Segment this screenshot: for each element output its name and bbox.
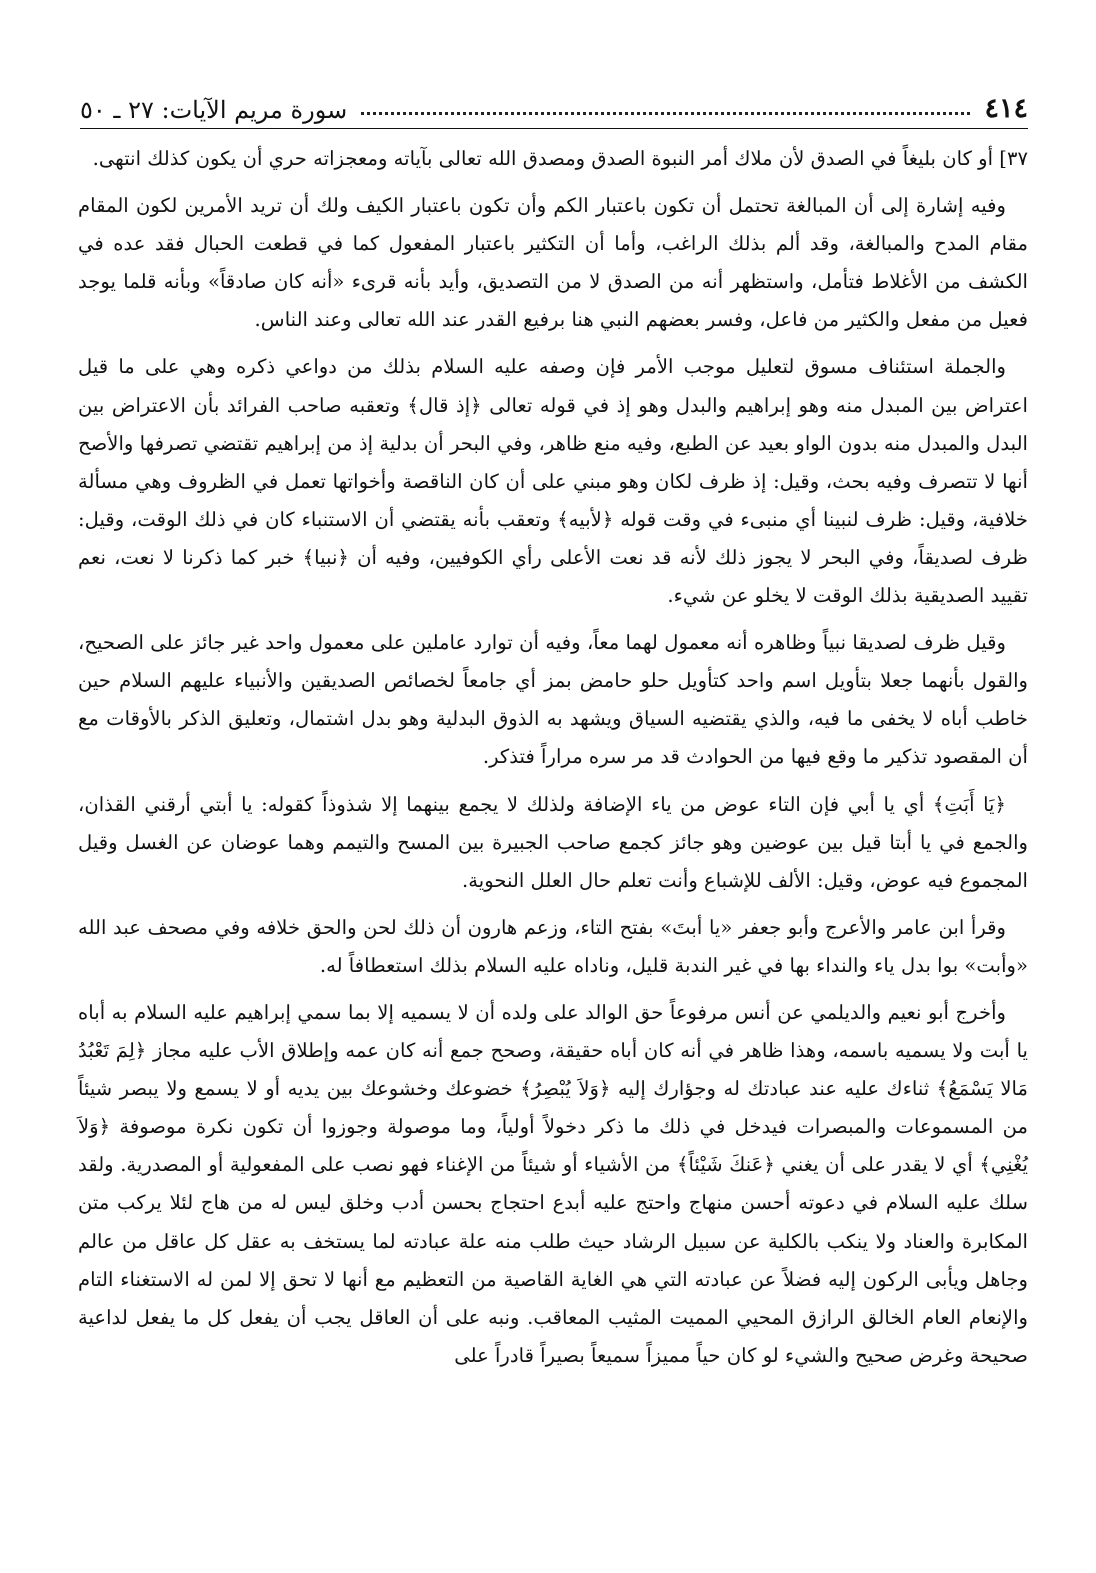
paragraph: وقيل ظرف لصديقا نبياً وظاهره أنه معمول لهما معاً، وفيه أن توارد عاملين على معمول واحد غير جائز على الصحيح، والقول بأنهما جعلا بتأويل اسم واحد كتأويل حلو حامض بمز أي جامعاً لخصائص الصديقين والأنبياء عليهم السلام حين خاطب أباه لا يخفى ما فيه، والذي يقتضيه السياق ويشهد به الذوق البدلية وهو بدل اشتمال، وتعليق الذكر بالأوقات مع أن المقصود تذكير ما وقع فيها من الحوادث قد مر سره مراراً فتذكر. bbox=[78, 631, 1028, 769]
dotted-leader bbox=[361, 111, 970, 115]
paragraph: ﴿يَا أَبَتِ﴾ أي يا أبي فإن التاء عوض من ياء الإضافة ولذلك لا يجمع بينهما إلا شذوذاً كقوله: يا أبتي أرقني القذان، والجمع في يا أبتا قيل بين عوضين وهو جائز كجمع صاحب الجبيرة بين المسح والتيمم وهما عوضان عن الغسل وقيل المجموع فيه عوض، وقيل: الألف للإشباع وأنت تعلم حال العلل النحوية. bbox=[78, 792, 1028, 892]
running-title: سورة مريم الآيات: ٢٧ ـ ٥٠ bbox=[80, 96, 348, 124]
main-text bbox=[78, 140, 1028, 1375]
paragraph: ٣٧] أو كان بليغاً في الصدق لأن ملاك أمر النبوة الصدق ومصدق الله تعالى بآياته ومعجزاته حري أن يكون كذلك انتهى. bbox=[92, 147, 1028, 170]
paragraph: والجملة استئناف مسوق لتعليل موجب الأمر فإن وصفه عليه السلام بذلك من دواعي ذكره وهي على ما قيل اعتراض بين المبدل منه وهو إبراهيم والبدل وهو إذ في قوله تعالى ﴿إذ قال﴾ وتعقبه صاحب الفرائد بأن الاعتراض بين البدل والمبدل منه بدون الواو بعيد عن الطبع، وفيه منع ظاهر، وفي البحر أن بدلية إذ من إبراهيم تقتضي تصرفها والأصح أنها لا تتصرف وفيه بحث، وقيل: إذ ظرف لكان وهو مبني على أن كان الناقصة وأخواتها تعمل في الظروف وهي مسألة خلافية، وقيل: ظرف لنبينا أي منبىء في وقت قوله ﴿لأبيه﴾ وتعقب بأنه يقتضي أن الاستنباء كان في ذلك الوقت، وقيل: ظرف لصديقاً، وفي البحر لا يجوز ذلك لأنه قد نعت الأعلى رأي الكوفيين، وفيه أن ﴿نبيا﴾ خبر كما ذكرنا لا نعت، نعم تقييد الصديقية بذلك الوقت لا يخلو عن شيء. bbox=[78, 355, 1028, 608]
page-number: ٤١٤ bbox=[984, 93, 1028, 124]
paragraph: وقرأ ابن عامر والأعرج وأبو جعفر «يا أبتَ» بفتح التاء، وزعم هارون أن ذلك لحن والحق خلافه وفي مصحف عبد الله «وأبت» بوا بدل ياء والنداء بها في غير الندبة قليل، وناداه عليه السلام بذلك استعطافاً له. bbox=[78, 915, 1028, 977]
paragraph: وأخرج أبو نعيم والديلمي عن أنس مرفوعاً حق الوالد على ولده أن لا يسميه إلا بما سمي إبراهيم عليه السلام به أباه يا أبت ولا يسميه باسمه، وهذا ظاهر في أنه كان أباه حقيقة، وصحح جمع أنه كان عمه وإطلاق الأب عليه مجاز ﴿لِمَ تَعْبُدُ مَالا يَسْمَعُ﴾ ثناءك عليه عند عبادتك له وجؤارك إليه ﴿وَلاَ يُبْصِرُ﴾ خضوعك وخشوعك بين يديه أو لا يسمع ولا يبصر شيئاً من المسموعات والمبصرات فيدخل في ذلك ما ذكر دخولاً أولياً، وما موصولة وجوزوا أن تكون نكرة موصوفة ﴿وَلاَ يُغْنِي﴾ أي لا يقدر على أن يغني ﴿عَنكَ شَيْئاً﴾ من الأشياء أو شيئاً من الإغناء فهو نصب على المفعولية أو المصدرية. ولقد سلك عليه السلام في دعوته أحسن منهاج واحتج عليه أبدع احتجاج بحسن أدب وخلق ليس له من هاج لئلا يركب متن المكابرة والعناد ولا ينكب بالكلية عن سبيل الرشاد حيث طلب منه علة عبادته لما يستخف به عقل كل عاقل من عالم وجاهل ويأبى الركون إليه فضلاً عن عبادته التي هي الغاية القاصية من التعظيم مع أنها لا تحق إلا لمن له الاستغناء التام والإنعام العام الخالق الرازق المحيي المميت المثيب المعاقب. ونبه على أن العاقل يجب أن يفعل كل ما يفعل لداعية صحيحة وغرض صحيح والشيء لو كان حياً مميزاً سميعاً بصيراً قادراً على bbox=[78, 1000, 1028, 1367]
running-header bbox=[80, 96, 984, 128]
page-header bbox=[80, 80, 1028, 129]
paragraph: وفيه إشارة إلى أن المبالغة تحتمل أن تكون باعتبار الكم وأن تكون باعتبار الكيف ولك أن تريد الأمرين لكون المقام مقام المدح والمبالغة، وقد ألم بذلك الراغب، وأما أن التكثير باعتبار المفعول كما في قطعت الحبال فقد عده في الكشف من الأغلاط فتأمل، واستظهر أنه من الصدق لا من التصديق، وأيد بأنه قرىء «أنه كان صادقاً» وبأنه قلما يوجد فعيل من مفعل والكثير من فاعل، وفسر بعضهم النبي هنا برفيع القدر عند الله تعالى وعند الناس. bbox=[78, 194, 1028, 332]
